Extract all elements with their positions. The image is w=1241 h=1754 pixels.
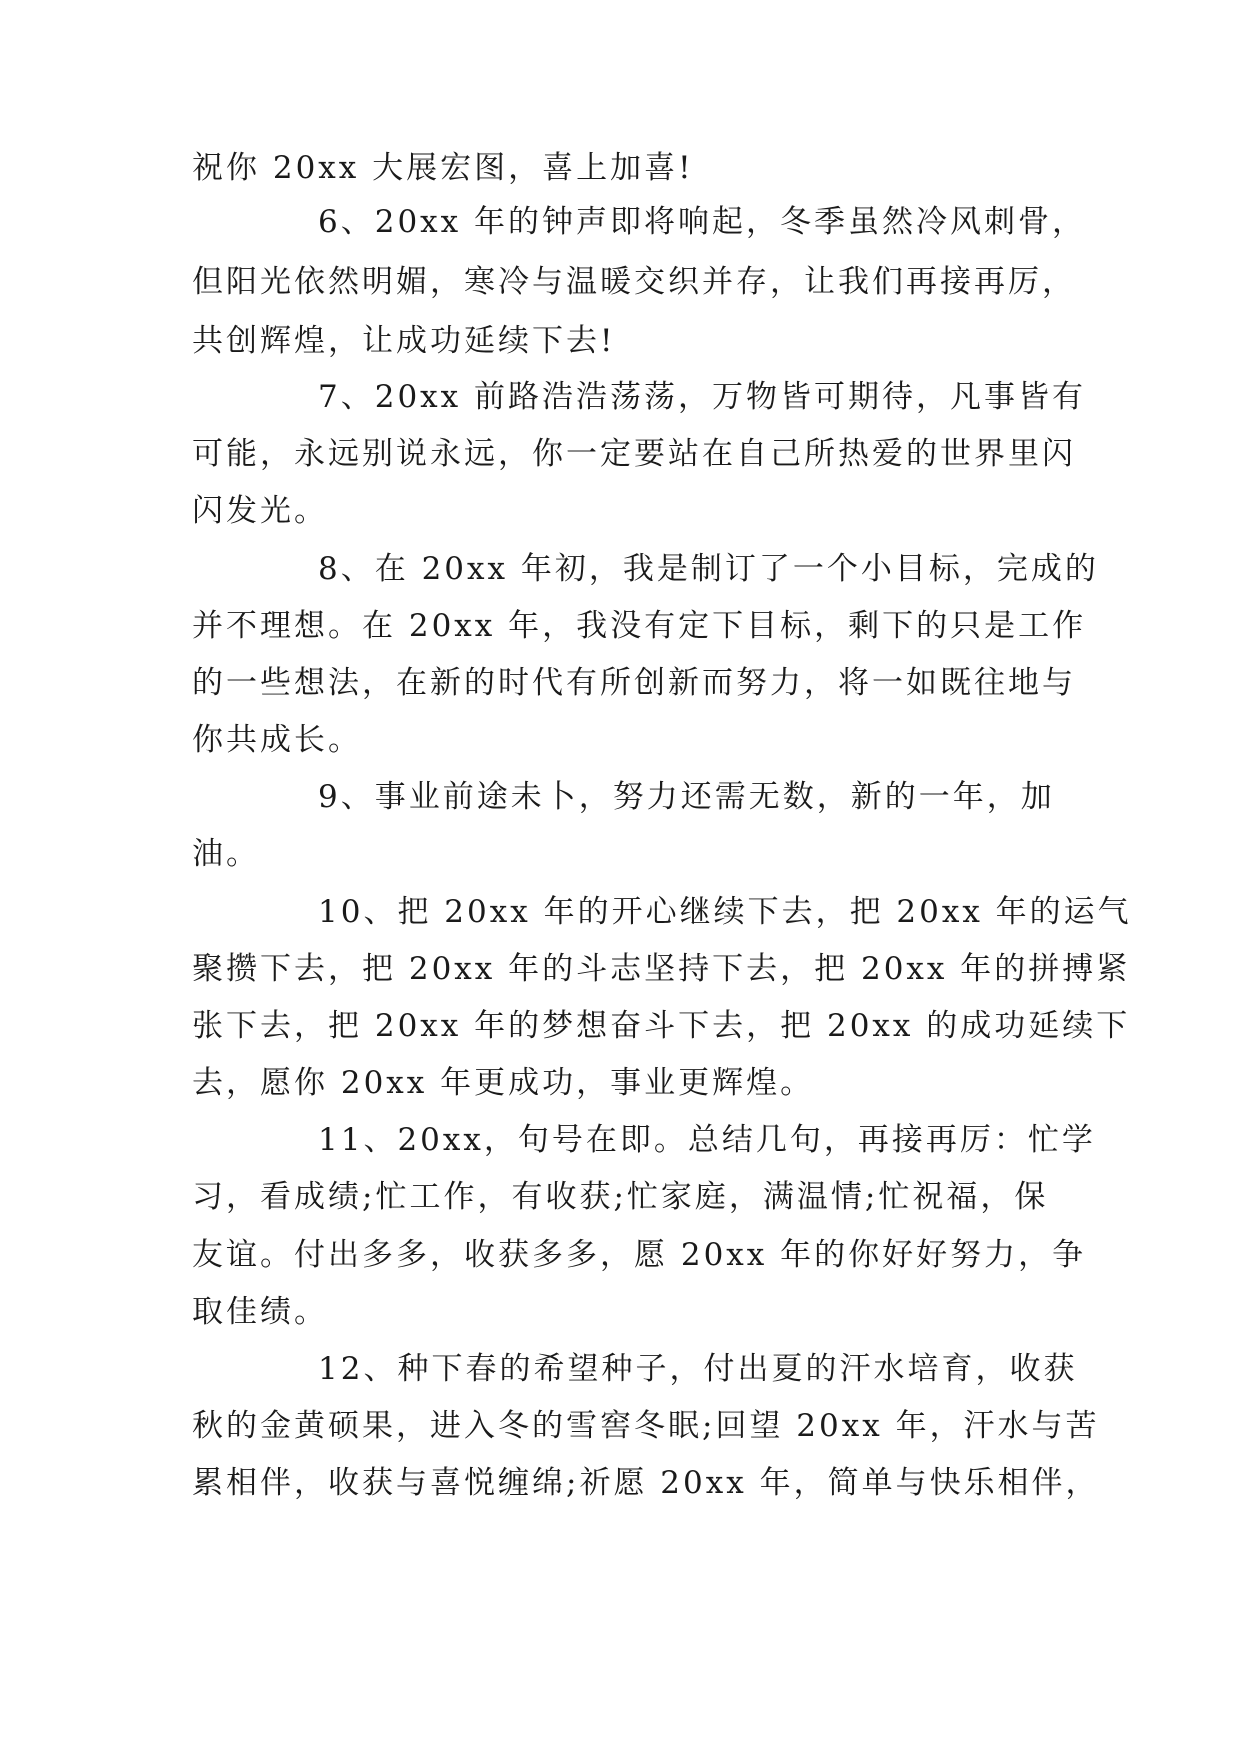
text-line: 共创辉煌，让成功延续下去! [192, 323, 616, 359]
text-line: 去，愿你 20xx 年更成功，事业更辉煌。 [192, 1065, 815, 1101]
text-line: 聚攒下去，把 20xx 年的斗志坚持下去，把 20xx 年的拼搏紧 [192, 951, 1131, 987]
text-line: 7、20xx 前路浩浩荡荡，万物皆可期待，凡事皆有 [318, 379, 1086, 415]
text-line: 10、把 20xx 年的开心继续下去，把 20xx 年的运气 [318, 894, 1132, 930]
text-line: 11、20xx，句号在即。总结几句，再接再厉：忙学 [318, 1122, 1096, 1158]
text-line: 习，看成绩;忙工作，有收获;忙家庭，满温情;忙祝福，保 [192, 1179, 1049, 1215]
text-line: 6、20xx 年的钟声即将响起，冬季虽然冷风刺骨， [318, 204, 1086, 240]
text-line: 闪发光。 [192, 493, 328, 529]
text-line: 你共成长。 [192, 722, 362, 758]
text-line: 友谊。付出多多，收获多多，愿 20xx 年的你好好努力，争 [192, 1237, 1087, 1273]
text-line: 秋的金黄硕果，进入冬的雪窖冬眠;回望 20xx 年，汗水与苦 [192, 1408, 1100, 1444]
text-line: 可能，永远别说永远，你一定要站在自己所热爱的世界里闪 [192, 436, 1076, 472]
text-line: 累相伴，收获与喜悦缠绵;祈愿 20xx 年，简单与快乐相伴， [192, 1465, 1100, 1501]
text-line: 张下去，把 20xx 年的梦想奋斗下去，把 20xx 的成功延续下 [192, 1008, 1131, 1044]
text-line: 9、事业前途未卜，努力还需无数，新的一年，加 [318, 779, 1055, 815]
text-line: 油。 [192, 836, 260, 872]
text-line: 祝你 20xx 大展宏图，喜上加喜! [192, 150, 694, 186]
text-line: 但阳光依然明媚，寒冷与温暖交织并存，让我们再接再厉， [192, 264, 1076, 300]
text-line: 12、种下春的希望种子，付出夏的汗水培育，收获 [318, 1351, 1078, 1387]
text-line: 的一些想法，在新的时代有所创新而努力，将一如既往地与 [192, 665, 1076, 701]
text-line: 并不理想。在 20xx 年，我没有定下目标，剩下的只是工作 [192, 608, 1087, 644]
text-line: 8、在 20xx 年初，我是制订了一个小目标，完成的 [318, 551, 1099, 587]
text-line: 取佳绩。 [192, 1294, 328, 1330]
